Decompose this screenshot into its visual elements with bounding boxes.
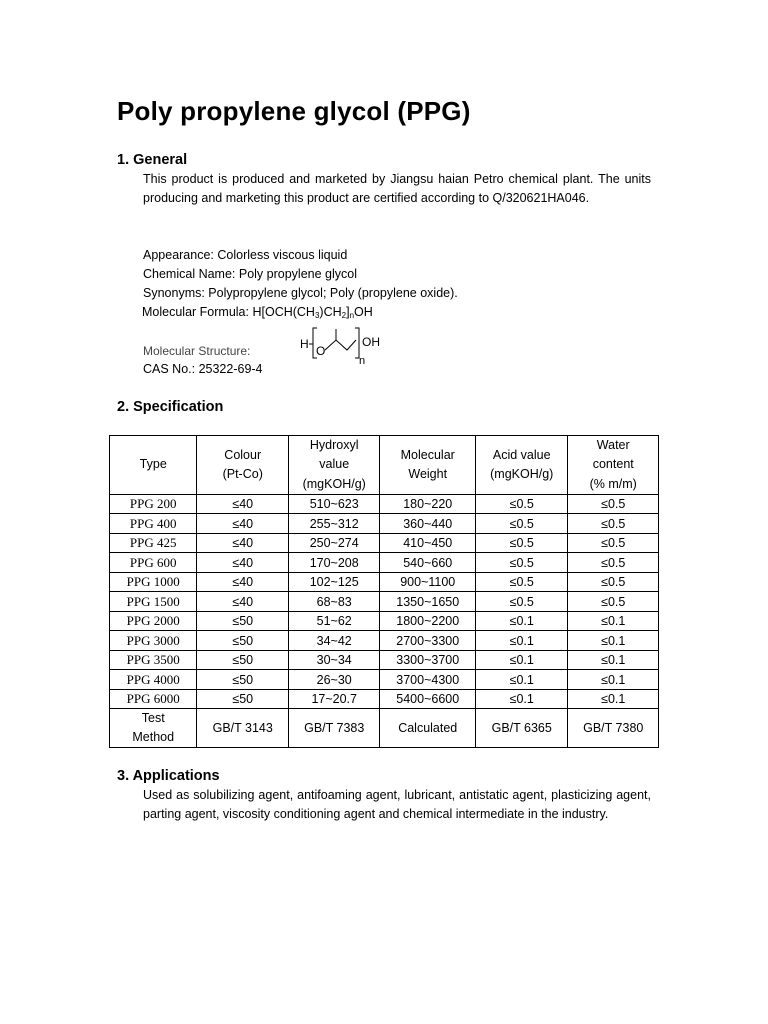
column-header-line: (mgKOH/g) (302, 476, 366, 491)
cell-molecular-weight: 3300~3700 (380, 650, 476, 670)
cell-water-content: ≤0.1 (568, 631, 659, 651)
column-header-acid-value (475, 436, 568, 495)
cell-molecular-weight: 1350~1650 (380, 592, 476, 612)
column-header-line: (% m/m) (589, 476, 637, 491)
synonyms-line: Synonyms: Polypropylene glycol; Poly (propylene oxide). (143, 286, 458, 300)
cell-colour: ≤40 (197, 514, 289, 534)
cell-molecular-weight: 410~450 (380, 533, 476, 553)
table-row (110, 494, 659, 514)
cell-acid-value: ≤0.5 (475, 533, 568, 553)
cell-acid-value: ≤0.1 (475, 631, 568, 651)
cell-molecular-weight: 180~220 (380, 494, 476, 514)
formula-part-b: )CH (319, 305, 342, 319)
cell-acid-value: ≤0.5 (475, 592, 568, 612)
cell-colour: ≤50 (197, 670, 289, 690)
molecular-formula-line (142, 305, 373, 319)
table-row (110, 514, 659, 534)
column-header-colour (197, 436, 289, 495)
cell-water-content: ≤0.5 (568, 514, 659, 534)
formula-part-a: H[OCH(CH (252, 305, 315, 319)
structure-oh-group: OH (362, 335, 380, 349)
table-header-row (110, 436, 659, 495)
column-header-molecular-weight (380, 436, 476, 495)
test-method-label-line: Method (132, 730, 175, 745)
cell-type: PPG 600 (110, 553, 197, 573)
test-method-water-content: GB/T 7380 (568, 709, 659, 748)
cell-molecular-weight: 3700~4300 (380, 670, 476, 690)
cell-molecular-weight: 2700~3300 (380, 631, 476, 651)
cell-hydroxyl-value: 26~30 (288, 670, 380, 690)
test-method-molecular-weight: Calculated (380, 709, 476, 748)
test-method-label-line: Test (141, 711, 165, 726)
formula-part-c: ] (346, 305, 350, 319)
cell-colour: ≤50 (197, 631, 289, 651)
cell-colour: ≤40 (197, 494, 289, 514)
column-header-type (110, 436, 197, 495)
cell-type: PPG 6000 (110, 689, 197, 709)
cell-hydroxyl-value: 68~83 (288, 592, 380, 612)
column-header-line: Weight (408, 466, 448, 481)
table-row (110, 553, 659, 573)
cell-type: PPG 1500 (110, 592, 197, 612)
structure-h-atom: H (300, 337, 309, 351)
cell-hydroxyl-value: 250~274 (288, 533, 380, 553)
cell-water-content: ≤0.1 (568, 611, 659, 631)
column-header-hydroxyl-value (288, 436, 380, 495)
cell-colour: ≤40 (197, 533, 289, 553)
cell-acid-value: ≤0.1 (475, 611, 568, 631)
column-header-line: (Pt-Co) (222, 466, 263, 481)
column-header-water-content (568, 436, 659, 495)
column-header-line: Type (139, 457, 167, 472)
cell-colour: ≤40 (197, 592, 289, 612)
test-method-colour: GB/T 3143 (197, 709, 289, 748)
table-row (110, 650, 659, 670)
cell-type: PPG 425 (110, 533, 197, 553)
cell-molecular-weight: 360~440 (380, 514, 476, 534)
section-heading-applications: 3. Applications (117, 768, 220, 784)
cell-water-content: ≤0.1 (568, 650, 659, 670)
general-intro-paragraph: This product is produced and marketed by Jiangsu haian Petro chemical plant. The units producing and marketing this product are certified according to Q/320621HA046. (143, 172, 651, 206)
cell-acid-value: ≤0.1 (475, 670, 568, 690)
cell-acid-value: ≤0.5 (475, 572, 568, 592)
cell-hydroxyl-value: 102~125 (288, 572, 380, 592)
cell-molecular-weight: 900~1100 (380, 572, 476, 592)
molecular-structure-label: Molecular Structure: (143, 344, 251, 358)
table-row (110, 592, 659, 612)
table-row (110, 533, 659, 553)
column-header-line: (mgKOH/g) (490, 466, 554, 481)
specification-table (109, 435, 659, 748)
appearance-line: Appearance: Colorless viscous liquid (143, 248, 348, 262)
table-row (110, 572, 659, 592)
cell-hydroxyl-value: 17~20.7 (288, 689, 380, 709)
cas-number-line: CAS No.: 25322-69-4 (143, 362, 263, 376)
section-heading-specification: 2. Specification (117, 399, 224, 415)
cell-water-content: ≤0.5 (568, 592, 659, 612)
cell-acid-value: ≤0.5 (475, 514, 568, 534)
section-heading-general: 1. General (117, 152, 188, 168)
cell-hydroxyl-value: 255~312 (288, 514, 380, 534)
test-method-hydroxyl-value: GB/T 7383 (288, 709, 380, 748)
cell-molecular-weight: 1800~2200 (380, 611, 476, 631)
formula-sub-3: 3 (314, 311, 320, 320)
cell-hydroxyl-value: 34~42 (288, 631, 380, 651)
test-method-label (110, 709, 197, 748)
cell-hydroxyl-value: 510~623 (288, 494, 380, 514)
page-title: Poly propylene glycol (PPG) (117, 96, 471, 126)
formula-label: Molecular Formula: (142, 305, 249, 319)
cell-hydroxyl-value: 30~34 (288, 650, 380, 670)
cell-colour: ≤50 (197, 611, 289, 631)
cell-acid-value: ≤0.5 (475, 494, 568, 514)
cell-colour: ≤40 (197, 553, 289, 573)
column-header-line: Colour (224, 447, 262, 462)
cell-water-content: ≤0.1 (568, 689, 659, 709)
table-row (110, 631, 659, 651)
cell-hydroxyl-value: 170~208 (288, 553, 380, 573)
cell-hydroxyl-value: 51~62 (288, 611, 380, 631)
cell-type: PPG 3500 (110, 650, 197, 670)
cell-water-content: ≤0.5 (568, 572, 659, 592)
cell-acid-value: ≤0.1 (475, 689, 568, 709)
cell-colour: ≤50 (197, 689, 289, 709)
cell-colour: ≤50 (197, 650, 289, 670)
column-header-line: Acid value (492, 447, 551, 462)
column-header-line: Molecular (400, 447, 455, 462)
table-row (110, 611, 659, 631)
applications-paragraph: Used as solubilizing agent, antifoaming agent, lubricant, antistatic agent, plasticizing agent, parting agent, viscosity conditioning agent and chemical intermediate in the industry. (143, 788, 651, 822)
cell-acid-value: ≤0.1 (475, 650, 568, 670)
cell-type: PPG 3000 (110, 631, 197, 651)
chemical-name-line: Chemical Name: Poly propylene glycol (143, 267, 357, 281)
formula-sub-n: n (349, 311, 355, 320)
column-header-line: value (319, 457, 350, 472)
molecular-structure-diagram (298, 324, 388, 370)
cell-acid-value: ≤0.5 (475, 553, 568, 573)
cell-type: PPG 4000 (110, 670, 197, 690)
column-header-line: Water (596, 438, 630, 452)
cell-water-content: ≤0.5 (568, 533, 659, 553)
cell-molecular-weight: 540~660 (380, 553, 476, 573)
cell-water-content: ≤0.5 (568, 494, 659, 514)
cell-type: PPG 1000 (110, 572, 197, 592)
column-header-line: Hydroxyl (309, 438, 359, 452)
cell-type: PPG 2000 (110, 611, 197, 631)
table-row (110, 670, 659, 690)
cell-type: PPG 200 (110, 494, 197, 514)
formula-sub-2: 2 (341, 311, 347, 320)
test-method-acid-value: GB/T 6365 (475, 709, 568, 748)
cell-water-content: ≤0.5 (568, 553, 659, 573)
formula-part-d: OH (354, 305, 373, 319)
cell-molecular-weight: 5400~6600 (380, 689, 476, 709)
cell-water-content: ≤0.1 (568, 670, 659, 690)
cell-colour: ≤40 (197, 572, 289, 592)
cell-type: PPG 400 (110, 514, 197, 534)
table-row (110, 689, 659, 709)
test-method-row (110, 709, 659, 748)
structure-o-atom: O (316, 344, 326, 358)
column-header-line: content (592, 457, 634, 472)
structure-n-subscript: n (359, 355, 366, 367)
